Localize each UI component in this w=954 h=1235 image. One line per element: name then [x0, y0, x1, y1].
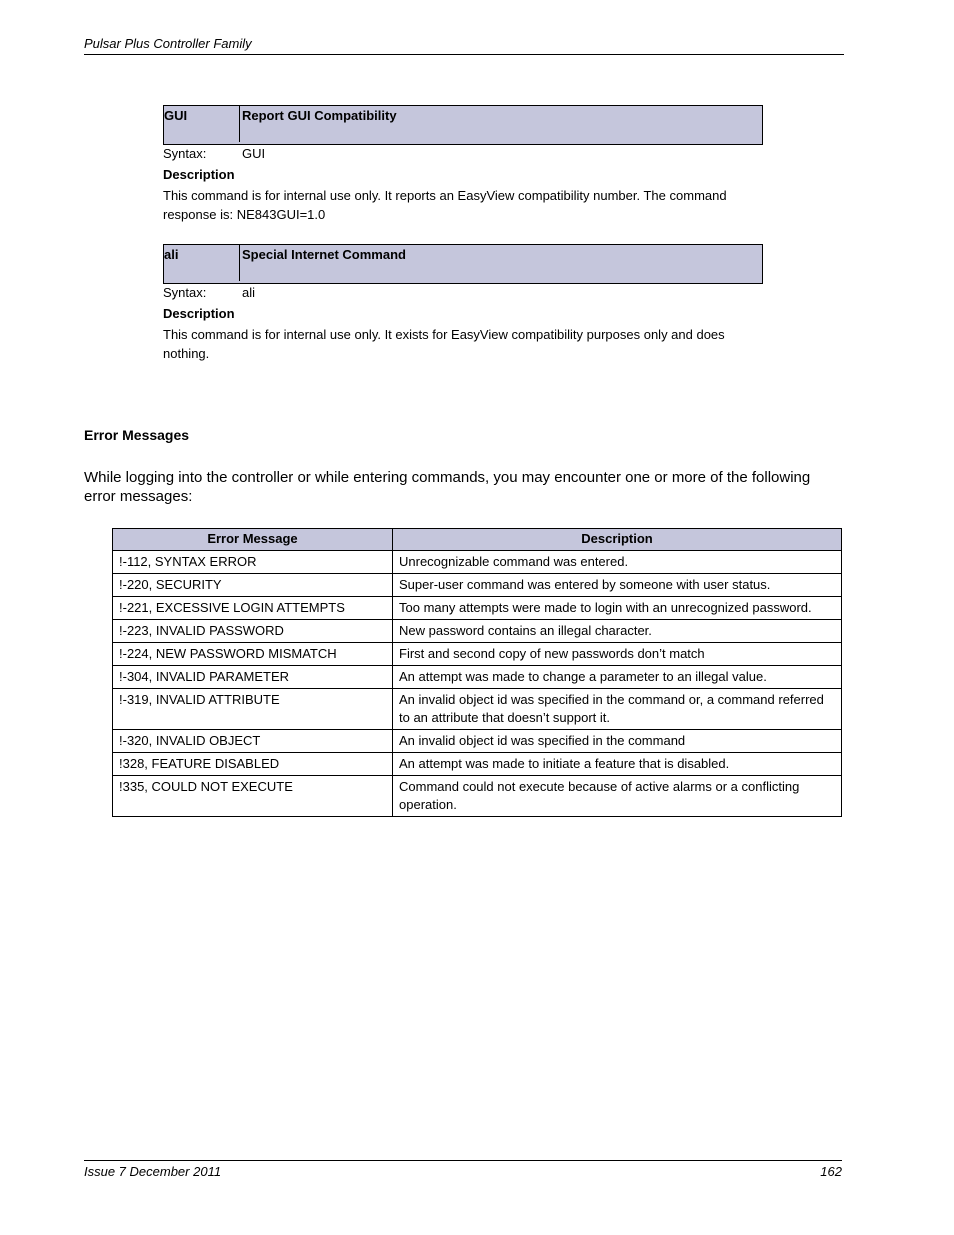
description-text: This command is for internal use only. It exists for EasyView compatibility purposes only and does nothing. — [163, 327, 725, 361]
syntax-line — [163, 146, 266, 161]
command-title: Special Internet Command — [242, 247, 406, 262]
table-row — [113, 666, 842, 689]
error-messages-table — [112, 528, 842, 817]
command-header-ali — [163, 244, 763, 284]
error-description-cell: An attempt was made to change a parameter to an illegal value. — [393, 666, 842, 689]
issue-date: Issue 7 December 2011 — [84, 1164, 222, 1179]
intro-paragraph: While logging into the controller or while entering commands, you may encounter one or more of the following error messages: — [84, 469, 811, 505]
table-row — [113, 574, 842, 597]
error-code-cell: !328, FEATURE DISABLED — [113, 753, 393, 776]
syntax-value: ali — [242, 285, 256, 300]
table-row — [113, 597, 842, 620]
error-description-cell: An invalid object id was specified in the command or, a command referred to an attribute that doesn’t support it. — [393, 689, 842, 730]
table-row — [113, 643, 842, 666]
table-row — [113, 689, 842, 730]
table-row — [113, 551, 842, 574]
error-code-cell: !-320, INVALID OBJECT — [113, 730, 393, 753]
section-heading: Error Messages — [84, 427, 190, 443]
command-code: GUI — [164, 106, 240, 142]
error-code-cell: !-112, SYNTAX ERROR — [113, 551, 393, 574]
error-code-cell: !-220, SECURITY — [113, 574, 393, 597]
error-description-cell: First and second copy of new passwords don’t match — [393, 643, 842, 666]
table-row — [113, 753, 842, 776]
error-code-cell: !-224, NEW PASSWORD MISMATCH — [113, 643, 393, 666]
table-row — [113, 776, 842, 817]
table-row — [113, 730, 842, 753]
syntax-line — [163, 285, 256, 300]
error-description-cell: Unrecognizable command was entered. — [393, 551, 842, 574]
running-header — [84, 36, 844, 55]
error-code-cell: !335, COULD NOT EXECUTE — [113, 776, 393, 817]
error-description-cell: New password contains an illegal character. — [393, 620, 842, 643]
command-title: Report GUI Compatibility — [242, 108, 397, 123]
error-description-cell: An attempt was made to initiate a feature that is disabled. — [393, 753, 842, 776]
syntax-label: Syntax: — [163, 146, 207, 161]
table-header-row — [113, 529, 842, 551]
description-text: This command is for internal use only. It reports an EasyView compatibility number. The command response is: NE843GUI=1.0 — [163, 188, 727, 222]
error-description-cell: An invalid object id was specified in the command — [393, 730, 842, 753]
error-description-cell: Too many attempts were made to login with an unrecognized password. — [393, 597, 842, 620]
command-code: ali — [164, 245, 240, 281]
table-row — [113, 620, 842, 643]
running-footer — [84, 1160, 842, 1179]
document-title: Pulsar Plus Controller Family — [84, 36, 252, 51]
error-description-cell: Super-user command was entered by someone with user status. — [393, 574, 842, 597]
syntax-value: GUI — [242, 146, 266, 161]
syntax-label: Syntax: — [163, 285, 207, 300]
column-header-error-message: Error Message — [113, 529, 393, 551]
error-code-cell: !-223, INVALID PASSWORD — [113, 620, 393, 643]
error-code-cell: !-304, INVALID PARAMETER — [113, 666, 393, 689]
command-header-gui — [163, 105, 763, 145]
error-code-cell: !-319, INVALID ATTRIBUTE — [113, 689, 393, 730]
page-number: 162 — [820, 1164, 842, 1179]
error-code-cell: !-221, EXCESSIVE LOGIN ATTEMPTS — [113, 597, 393, 620]
error-description-cell: Command could not execute because of active alarms or a conflicting operation. — [393, 776, 842, 817]
description-heading: Description — [163, 306, 235, 321]
column-header-description: Description — [393, 529, 842, 551]
description-heading: Description — [163, 167, 235, 182]
